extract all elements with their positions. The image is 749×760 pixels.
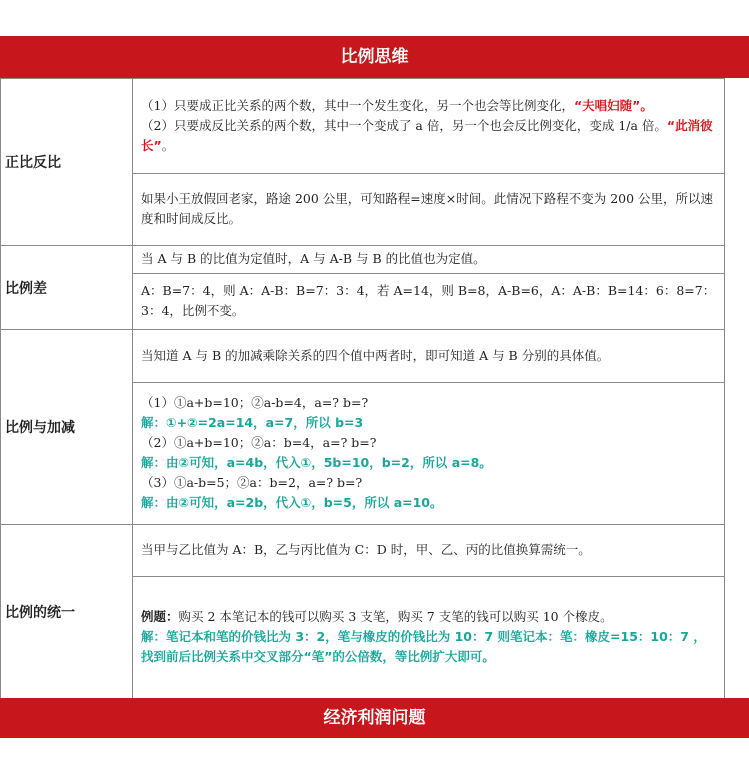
table-cell bbox=[133, 383, 725, 525]
row-label: 比例与加减 bbox=[1, 330, 133, 525]
cell-text: 。 bbox=[161, 137, 175, 153]
cell-text: （2）只要成反比关系的两个数，其中一个变成了 a 倍，另一个也会反比例变化，变成 1/a 倍。 bbox=[141, 117, 667, 133]
section-title: 经济利润问题 bbox=[323, 708, 426, 728]
example-label: 例题： bbox=[141, 609, 179, 624]
section-header bbox=[0, 36, 749, 78]
row-label: 比例差 bbox=[1, 246, 133, 330]
table-row bbox=[1, 525, 725, 577]
table-cell bbox=[133, 577, 725, 699]
section-title: 比例思维 bbox=[340, 47, 409, 67]
table-cell: 当知道 A 与 B 的加减乘除关系的四个值中两者时，即可知道 A 与 B 分别的具体值。 bbox=[133, 330, 725, 383]
table-cell: 当 A 与 B 的比值为定值时，A 与 A-B 与 B 的比值也为定值。 bbox=[133, 246, 725, 274]
question-text: （2）①a+b=10；②a：b=4，a=? b=? bbox=[141, 435, 377, 450]
concept-table bbox=[0, 78, 725, 699]
row-label: 正比反比 bbox=[1, 79, 133, 246]
question-text: （3）①a-b=5；②a：b=2，a=? b=? bbox=[141, 475, 363, 490]
table-cell: 如果小王放假回老家，路途 200 公里，可知路程=速度×时间。此情况下路程不变为 200 公里，所以速度和时间成反比。 bbox=[133, 174, 725, 246]
example-text: 购买 2 本笔记本的钱可以购买 3 支笔，购买 7 支笔的钱可以购买 10 个橡皮。 bbox=[178, 609, 613, 624]
answer-text: 解：①+②=2a=14，a=7，所以 b=3 bbox=[141, 415, 364, 430]
highlight-text: “夫唱妇随”。 bbox=[573, 97, 653, 113]
next-section-header bbox=[0, 698, 749, 738]
table-row bbox=[1, 330, 725, 383]
table-cell: 当甲与乙比值为 A：B，乙与丙比值为 C：D 时，甲、乙、丙的比值换算需统一。 bbox=[133, 525, 725, 577]
row-label: 比例的统一 bbox=[1, 525, 133, 699]
question-text: （1）①a+b=10；②a-b=4，a=? b=? bbox=[141, 395, 369, 410]
highlight-text: “此消彼长” bbox=[141, 117, 713, 153]
answer-text: 解：笔记本和笔的价钱比为 3：2，笔与橡皮的价钱比为 10：7 则笔记本：笔：橡皮=15：10：7 ，找到前后比例关系中交叉部分“笔”的公倍数，等比例扩大即可。 bbox=[141, 629, 706, 664]
cell-text: （1）只要成正比关系的两个数，其中一个发生变化，另一个也会等比例变化， bbox=[141, 97, 574, 113]
answer-text: 解：由②可知，a=2b，代入①，b=5，所以 a=10。 bbox=[141, 495, 443, 510]
answer-text: 解：由②可知，a=4b，代入①，5b=10，b=2，所以 a=8。 bbox=[141, 455, 492, 470]
table-cell bbox=[133, 79, 725, 174]
table-row bbox=[1, 79, 725, 174]
table-row bbox=[1, 246, 725, 274]
table-cell: A：B=7：4，则 A：A-B：B=7：3：4，若 A=14，则 B=8，A-B=6，A：A-B：B=14：6：8=7：3：4，比例不变。 bbox=[133, 274, 725, 330]
